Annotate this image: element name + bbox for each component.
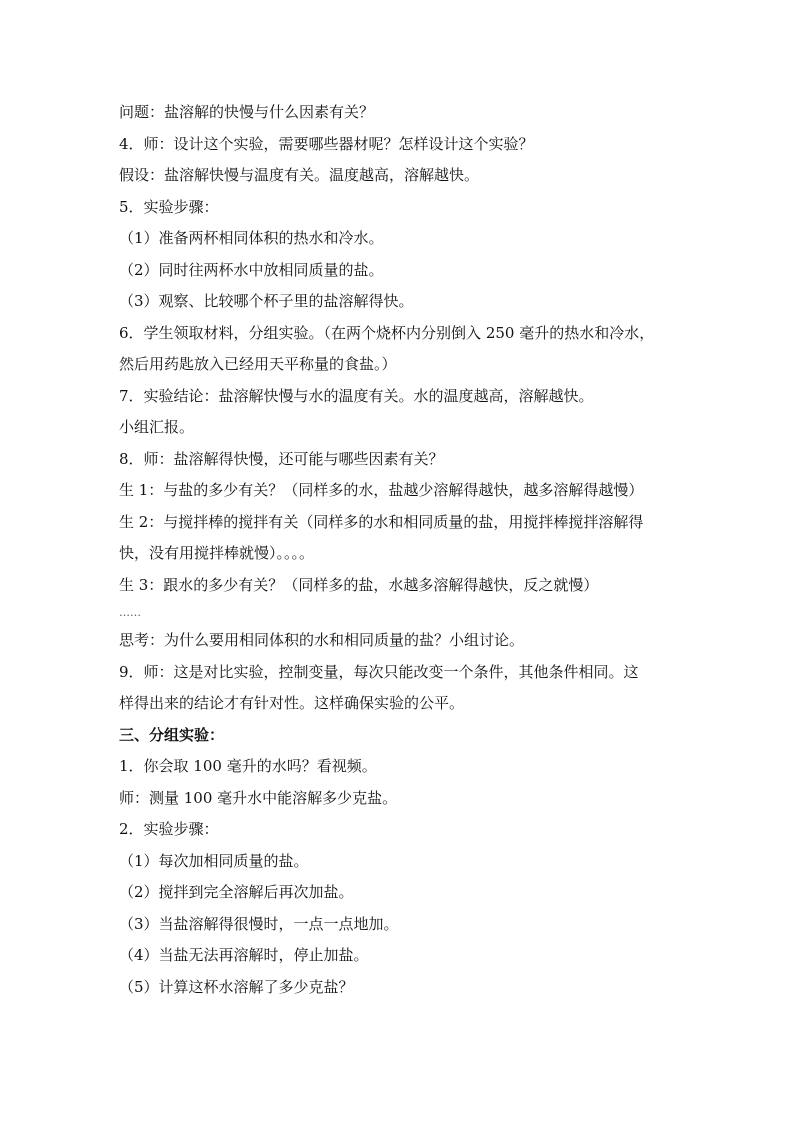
section-3-heading: 三、分组实验： xyxy=(119,725,225,744)
step-5-item-3: （3）观察、比较哪个杯子里的盐溶解得快。 xyxy=(119,292,414,310)
student-1-line: 生 1：与盐的多少有关？（同样多的水，盐越少溶解得越快，越多溶解得越慢） xyxy=(119,481,644,499)
section-3-item-1: 1．你会取 100 毫升的水吗？看视频。 xyxy=(119,757,377,775)
section-3-step-3: （3）当盐溶解得很慢时，一点一点地加。 xyxy=(119,914,399,933)
step-5-item-1: （1）准备两杯相同体积的热水和冷水。 xyxy=(119,229,384,247)
student-3-line: 生 3：跟水的多少有关？（同样多的盐，水越多溶解得越快，反之就慢） xyxy=(119,575,599,594)
section-3-step-1: （1）每次加相同质量的盐。 xyxy=(119,851,309,870)
section-3-step-2: （2）搅拌到完全溶解后再次加盐。 xyxy=(119,883,354,901)
ellipsis-line: …… xyxy=(119,606,141,619)
teacher-measure-line: 师：测量 100 毫升水中能溶解多少克盐。 xyxy=(119,788,398,807)
student-2-line-1: 生 2：与搅拌棒的搅拌有关（同样多的水和相同质量的盐，用搅拌棒搅拌溶解得 xyxy=(119,512,644,531)
step-5-heading: 5．实验步骤： xyxy=(119,197,219,216)
step-9-line-2: 样得出来的结论才有针对性。这样确保实验的公平。 xyxy=(119,694,465,712)
section-3-step-heading: 2．实验步骤： xyxy=(119,820,219,838)
step-6-line-1: 6．学生领取材料，分组实验。（在两个烧杯内分别倒入 250 毫升的热水和冷水， xyxy=(119,323,655,342)
step-9-line-1: 9．师：这是对比实验，控制变量，每次只能改变一个条件，其他条件相同。这 xyxy=(119,662,639,681)
step-5-item-2: （2）同时往两杯水中放相同质量的盐。 xyxy=(119,260,384,279)
group-report-line: 小组汇报。 xyxy=(119,418,195,436)
step-4-line: 4．师：设计这个实验，需要哪些器材呢？怎样设计这个实验？ xyxy=(119,134,534,153)
student-2-line-2: 快，没有用搅拌棒就慢）。。。。 xyxy=(119,544,315,562)
question-line: 问题：盐溶解的快慢与什么因素有关？ xyxy=(119,103,375,121)
section-3-step-4: （4）当盐无法再溶解时，停止加盐。 xyxy=(119,946,369,964)
step-7-line: 7．实验结论：盐溶解快慢与水的温度有关。水的温度越高，溶解越快。 xyxy=(119,386,594,405)
thinking-line: 思考：为什么要用相同体积的水和相同质量的盐？小组讨论。 xyxy=(119,631,525,649)
document-body xyxy=(119,97,689,1003)
hypothesis-line: 假设：盐溶解快慢与温度有关。温度越高，溶解越快。 xyxy=(119,166,480,184)
section-3-step-5: （5）计算这杯水溶解了多少克盐？ xyxy=(119,977,354,996)
step-6-line-2: 然后用药匙放入已经用天平称量的食盐。） xyxy=(119,355,397,373)
step-8-line: 8．师：盐溶解得快慢，还可能与哪些因素有关？ xyxy=(119,449,444,468)
